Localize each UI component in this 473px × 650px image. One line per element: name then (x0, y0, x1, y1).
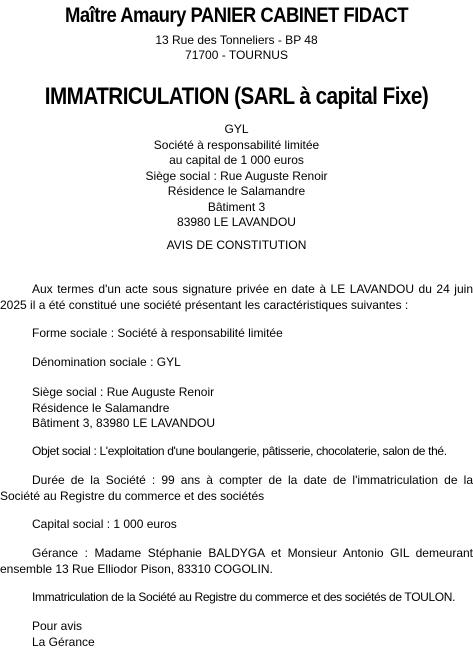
company-siege-line1: Siège social : Rue Auguste Renoir (0, 169, 473, 185)
company-form: Société à responsabilité limitée (0, 138, 473, 154)
intro-paragraph: Aux termes d'un acte sous signature privée en date à LE LAVANDOU du 24 juin 2025 il a été constitué une société présentant les caractéristiques suivantes : (0, 282, 473, 313)
firm-address-line2: 71700 - TOURNUS (0, 48, 473, 63)
siege-line2: Résidence le Salamandre (32, 401, 473, 417)
capital-social: Capital social : 1 000 euros (0, 517, 473, 533)
company-capital: au capital de 1 000 euros (0, 153, 473, 169)
gerance: Gérance : Madame Stéphanie BALDYGA et Monsieur Antonio GIL demeurant ensemble 13 Rue Elliodor Pison, 83310 COGOLIN. (0, 546, 473, 577)
closing-block (0, 619, 473, 650)
company-siege-line4: 83980 LE LAVANDOU (0, 215, 473, 231)
siege-social-block (0, 385, 473, 432)
closing-pour-avis: Pour avis (32, 619, 473, 635)
forme-sociale: Forme sociale : Société à responsabilité limitée (0, 326, 473, 342)
siege-line1: Siège social : Rue Auguste Renoir (32, 385, 473, 401)
immatriculation: Immatriculation de la Société au Registre du commerce et des sociétés de TOULON. (0, 590, 473, 606)
duree-societe: Durée de la Société : 99 ans à compter de la date de l'immatriculation de la Société au Registre du commerce et des sociétés (0, 473, 473, 504)
company-block (0, 122, 473, 231)
firm-name: Maître Amaury PANIER CABINET FIDACT (28, 4, 444, 28)
denomination-sociale: Dénomination sociale : GYL (0, 355, 473, 371)
siege-line3: Bâtiment 3, 83980 LE LAVANDOU (32, 416, 473, 432)
notice-title: IMMATRICULATION (SARL à capital Fixe) (33, 83, 440, 111)
closing-gerance: La Gérance (32, 635, 473, 650)
company-name: GYL (0, 122, 473, 138)
firm-address-line1: 13 Rue des Tonneliers - BP 48 (0, 33, 473, 48)
company-siege-line2: Résidence le Salamandre (0, 184, 473, 200)
objet-social: Objet social : L'exploitation d'une boulangerie, pâtisserie, chocolaterie, salon de thé. (0, 444, 473, 460)
company-siege-line3: Bâtiment 3 (0, 200, 473, 216)
notice-type: AVIS DE CONSTITUTION (0, 238, 473, 253)
